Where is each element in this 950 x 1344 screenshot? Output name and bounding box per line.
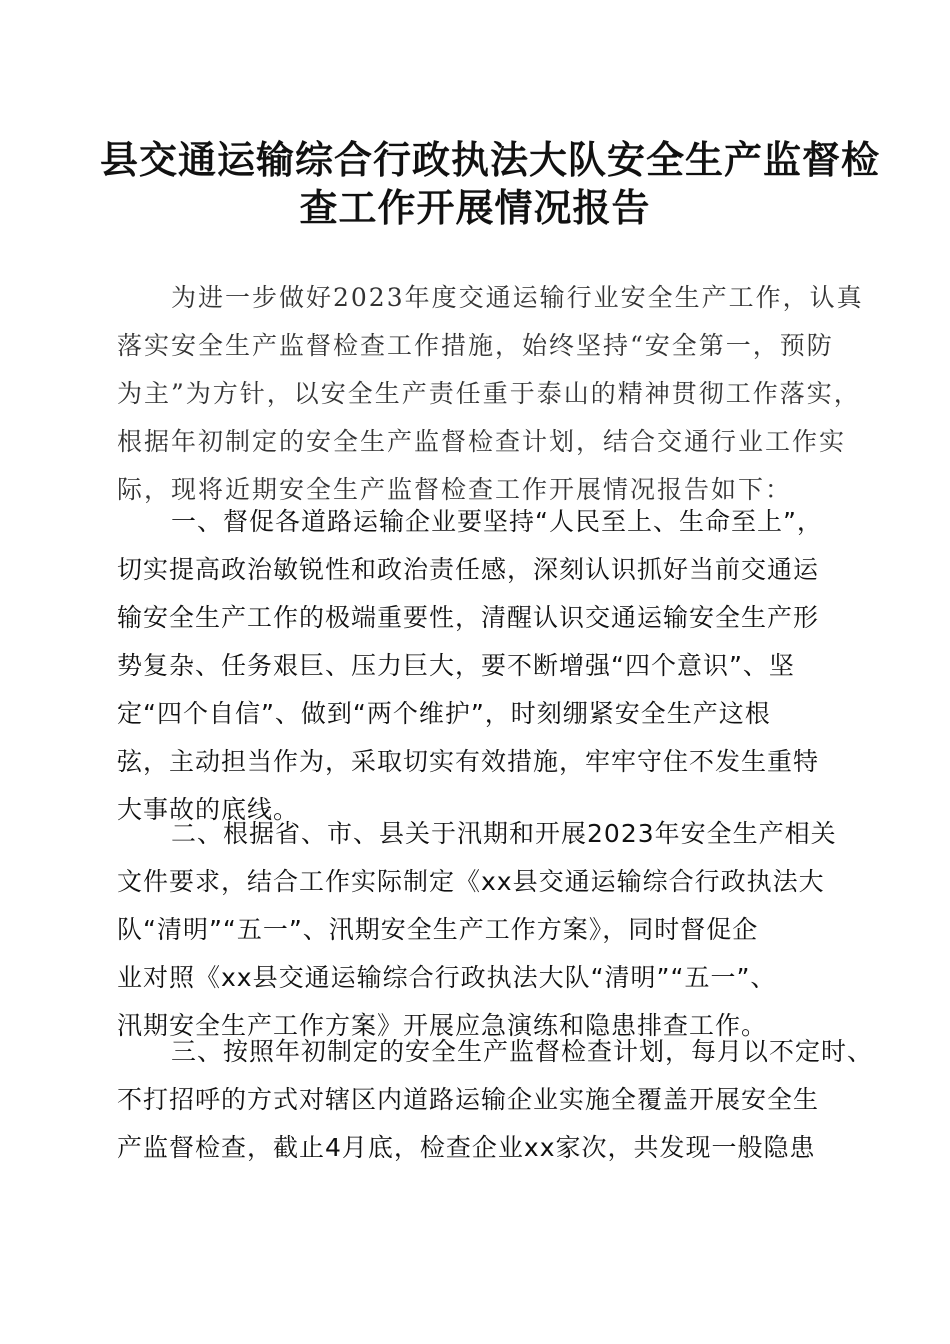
point-three-line: 产监督检查，截止4月底，检查企业xx家次，共发现一般隐患	[117, 1133, 816, 1162]
intro-line: 为进一步做好2023年度交通运输行业安全生产工作，认真	[171, 283, 864, 312]
point-one-line: 大事故的底线。	[117, 795, 300, 824]
point-three-line: 三、按照年初制定的安全生产监督检查计划，每月以不定时、	[171, 1037, 874, 1066]
document-title-line-1: 县交通运输综合行政执法大队安全生产监督检	[100, 137, 881, 182]
point-one-line: 定“四个自信”、做到“两个维护”，时刻绷紧安全生产这根	[117, 699, 771, 728]
point-three-line: 不打招呼的方式对辖区内道路运输企业实施全覆盖开展安全生	[117, 1085, 820, 1114]
point-one-line: 输安全生产工作的极端重要性，清醒认识交通运输安全生产形	[117, 603, 820, 632]
point-three-paragraph	[117, 1028, 874, 1172]
point-one-line: 切实提高政治敏锐性和政治责任感，深刻认识抓好当前交通运	[117, 555, 820, 584]
point-one-line: 势复杂、任务艰巨、压力巨大，要不断增强“四个意识”、坚	[117, 651, 795, 680]
intro-line: 根据年初制定的安全生产监督检查计划，结合交通行业工作实	[117, 427, 847, 456]
intro-line: 际，现将近期安全生产监督检查工作开展情况报告如下：	[117, 475, 793, 504]
point-two-paragraph	[117, 810, 837, 1050]
document-title-line-2: 查工作开展情况报告	[299, 185, 651, 230]
point-one-paragraph	[117, 498, 837, 834]
point-one-line: 弦，主动担当作为，采取切实有效措施，牢牢守住不发生重特	[117, 747, 820, 776]
point-two-line: 文件要求，结合工作实际制定《xx县交通运输综合行政执法大	[117, 867, 825, 896]
point-one-line: 一、督促各道路运输企业要坚持“人民至上、生命至上”，	[171, 507, 823, 536]
point-two-line: 队“清明”“五一”、汛期安全生产工作方案》，同时督促企	[117, 915, 759, 944]
intro-line: 落实安全生产监督检查工作措施，始终坚持“安全第一，预防	[117, 331, 834, 360]
point-two-line: 业对照《xx县交通运输综合行政执法大队“清明”“五一”、	[117, 963, 777, 992]
intro-paragraph	[117, 274, 864, 514]
point-two-line: 二、根据省、市、县关于汛期和开展2023年安全生产相关	[171, 819, 837, 848]
intro-line: 为主”为方针，以安全生产责任重于泰山的精神贯彻工作落实，	[117, 379, 861, 408]
point-two-line: 汛期安全生产工作方案》开展应急演练和隐患排查工作。	[117, 1011, 768, 1040]
